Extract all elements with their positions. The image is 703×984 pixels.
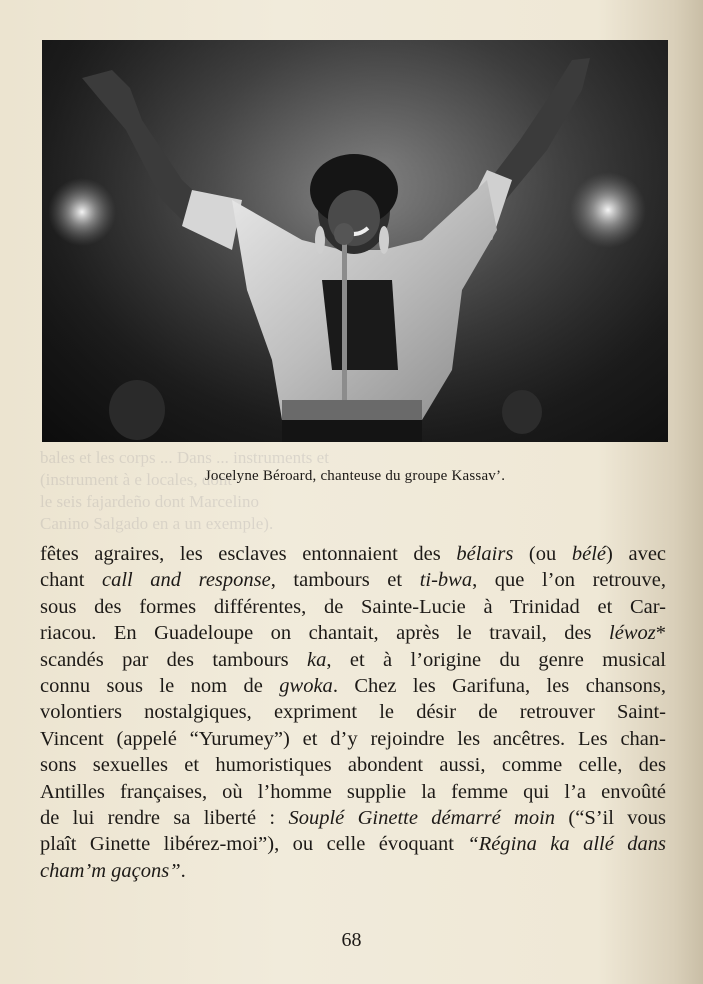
italic-term: bélé xyxy=(571,543,607,565)
spotlight-right xyxy=(570,172,646,248)
text-line xyxy=(40,805,666,831)
text-line xyxy=(40,699,666,725)
text-run: plaît Ginette libérez-moi”), ou celle évoquant xyxy=(40,833,468,856)
italic-term: “Régina ka allé dans xyxy=(467,833,666,856)
text-line xyxy=(40,858,666,884)
photo-caption: Jocelyne Béroard, chanteuse du groupe Kassav’. xyxy=(204,468,506,484)
text-run: * xyxy=(655,622,666,645)
text-run: (“S’il vous xyxy=(555,807,666,830)
text-run: , tambours et xyxy=(270,569,420,592)
italic-term: léwoz xyxy=(609,622,656,645)
text-line xyxy=(40,567,666,593)
bleed-through-line: le seis fajardeño dont Marcelino xyxy=(40,492,260,511)
singer-photo xyxy=(42,40,668,442)
concert-photo-illustration xyxy=(42,40,668,442)
bleed-through-line: (instrument à e locales, dont xyxy=(40,470,233,489)
italic-term: ti-bwa xyxy=(419,569,473,592)
text-run: (ou xyxy=(513,543,572,565)
text-run: . Chez les Garifuna, les chansons, xyxy=(332,675,666,698)
text-run: Antilles françaises, où l’homme supplie la femme qui l’a envoûté xyxy=(40,780,666,803)
text-run: . xyxy=(180,859,186,882)
text-line xyxy=(40,594,666,620)
spotlight-left xyxy=(48,178,116,246)
text-run: , et à l’origine du genre musical xyxy=(326,648,666,671)
text-line xyxy=(40,620,666,646)
body-text xyxy=(40,541,666,884)
text-line xyxy=(40,673,666,699)
italic-term: ka xyxy=(307,648,327,671)
text-line xyxy=(40,726,666,752)
text-run: scandés par des tambours xyxy=(40,648,308,671)
page-number: 68 xyxy=(341,929,362,951)
microphone xyxy=(334,223,354,245)
bleed-through-line: bales et les corps ... Dans ... instruments et xyxy=(40,448,329,467)
text-run: fêtes agraires, les esclaves entonnaient des xyxy=(40,543,457,565)
text-run: riacou. En Guadeloupe on chantait, après le travail, des xyxy=(40,622,610,645)
bleed-through-line: Canino Salgado en a un exemple). xyxy=(40,514,274,533)
text-run: Vincent (appelé “Yurumey”) et d’y rejoindre les ancêtres. Les chan- xyxy=(40,727,666,750)
text-line xyxy=(40,647,666,673)
italic-term: call and response xyxy=(101,569,271,592)
text-line xyxy=(40,541,666,567)
text-run: sons sexuelles et humoristiques abondent aussi, comme celle, des xyxy=(40,754,666,777)
text-run: , que l’on retrouve, xyxy=(472,569,666,592)
italic-term: bélairs xyxy=(456,543,514,565)
text-run: volontiers nostalgiques, expriment le désir de retrouver Saint- xyxy=(40,701,666,724)
text-line xyxy=(40,831,666,857)
text-run: connu sous le nom de xyxy=(40,675,280,698)
italic-term: Souplé Ginette démarré moin xyxy=(288,807,556,830)
italic-term: cham’m gaçons” xyxy=(40,859,181,882)
text-run: chant xyxy=(40,569,102,592)
text-run: de lui rendre sa liberté : xyxy=(40,807,289,830)
text-line xyxy=(40,779,666,805)
italic-term: gwoka xyxy=(279,675,333,698)
text-run: ) avec xyxy=(606,543,667,565)
text-line xyxy=(40,752,666,778)
text-run: sous des formes différentes, de Sainte-Lucie à Trinidad et Car- xyxy=(40,595,666,618)
